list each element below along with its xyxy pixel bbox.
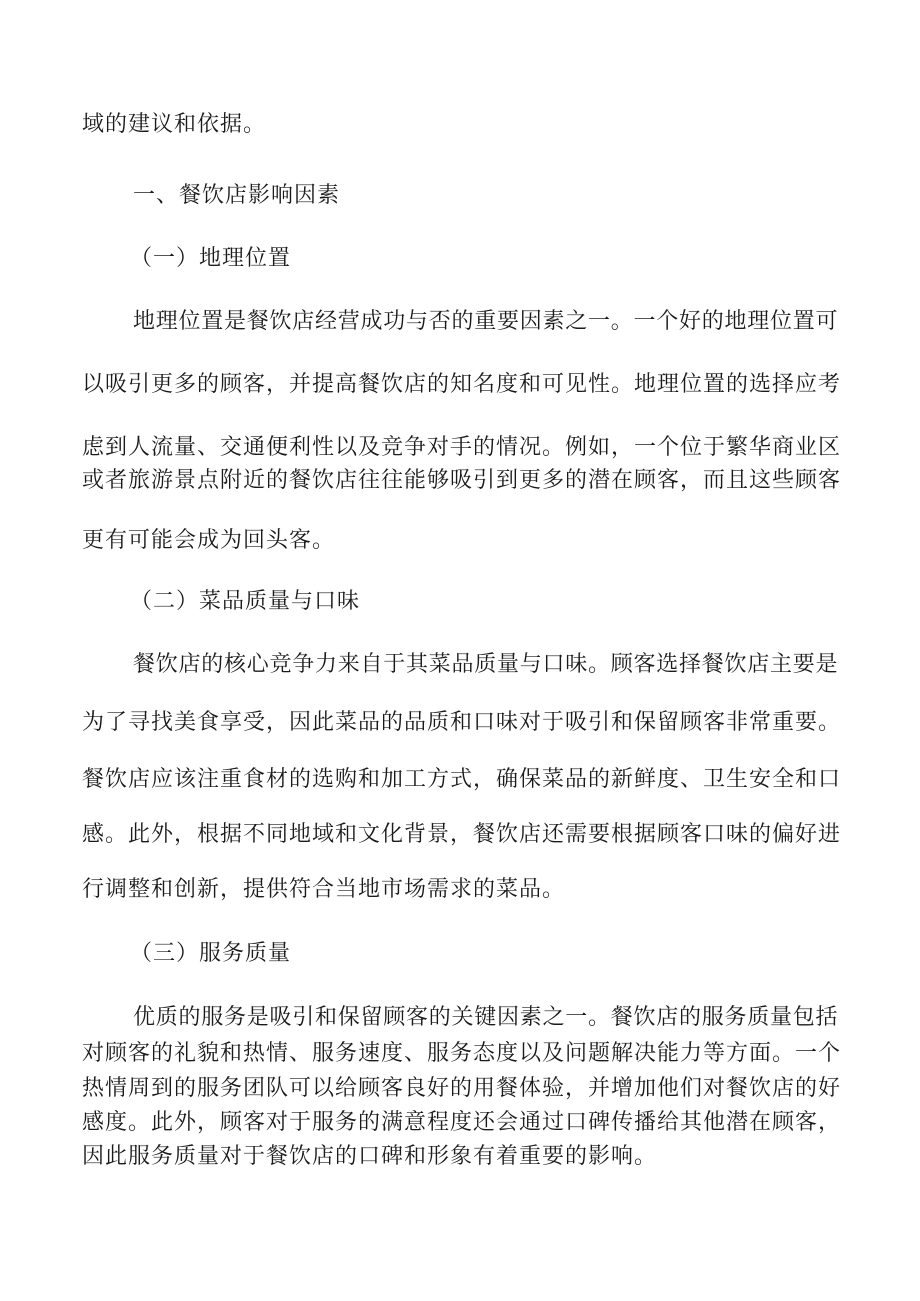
paragraph-line: 或者旅游景点附近的餐饮店往往能够吸引到更多的潜在顾客，而且这些顾客 [82, 468, 842, 493]
paragraph-line: 感。此外，根据不同地域和文化背景，餐饮店还需要根据顾客口味的偏好进 [82, 822, 842, 847]
paragraph-line: 地理位置是餐饮店经营成功与否的重要因素之一。一个好的地理位置可 [133, 309, 839, 334]
paragraph-line: 感度。此外，顾客对于服务的满意程度还会通过口碑传播给其他潜在顾客， [82, 1110, 842, 1135]
paragraph-line: 更有可能会成为回头客。 [82, 528, 336, 553]
subsection-heading-service: （三）服务质量 [130, 941, 292, 966]
paragraph-line: 餐饮店的核心竞争力来自于其菜品质量与口味。顾客选择餐饮店主要是 [133, 652, 839, 677]
section-heading: 一、餐饮店影响因素 [133, 183, 341, 208]
paragraph-line: 优质的服务是吸引和保留顾客的关键因素之一。餐饮店的服务质量包括 [133, 1005, 839, 1030]
paragraph-line: 以吸引更多的顾客，并提高餐饮店的知名度和可见性。地理位置的选择应考 [82, 372, 842, 397]
paragraph-line: 行调整和创新，提供符合当地市场需求的菜品。 [82, 877, 566, 902]
paragraph-line: 虑到人流量、交通便利性以及竞争对手的情况。例如，一个位于繁华商业区 [82, 435, 842, 460]
paragraph-line: 餐饮店应该注重食材的选购和加工方式，确保菜品的新鲜度、卫生安全和口 [82, 767, 842, 792]
subsection-heading-dishes: （二）菜品质量与口味 [130, 589, 361, 614]
paragraph-line: 对顾客的礼貌和热情、服务速度、服务态度以及问题解决能力等方面。一个 [82, 1041, 842, 1066]
intro-paragraph-tail: 域的建议和依据。 [82, 112, 267, 137]
paragraph-line: 因此服务质量对于餐饮店的口碑和形象有着重要的影响。 [82, 1144, 658, 1169]
paragraph-line: 热情周到的服务团队可以给顾客良好的用餐体验，并增加他们对餐饮店的好 [82, 1076, 842, 1101]
paragraph-line: 为了寻找美食享受，因此菜品的品质和口味对于吸引和保留顾客非常重要。 [82, 710, 842, 735]
subsection-heading-location: （一）地理位置 [130, 246, 292, 271]
